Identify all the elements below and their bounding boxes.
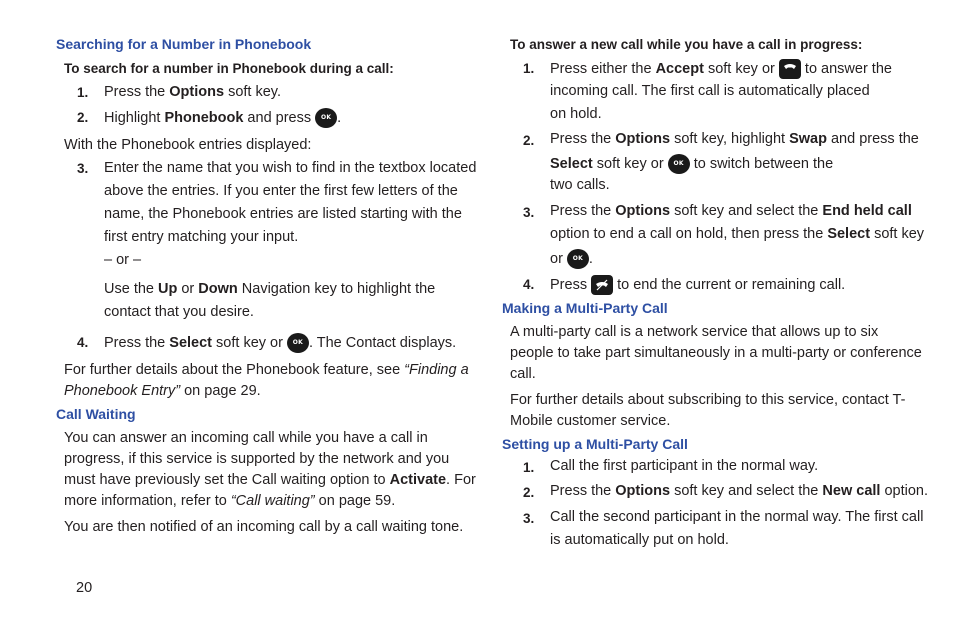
end-key-icon — [591, 275, 613, 295]
paragraph: more information, refer to “Call waiting” on page 59. — [64, 493, 396, 509]
or-separator: – or – — [104, 252, 142, 268]
heading-searching-phonebook: Searching for a Number in Phonebook — [56, 36, 312, 52]
paragraph: call. — [510, 366, 536, 382]
step-text: Press the Select soft key or OK . The Contact displays. — [104, 333, 456, 353]
step-text: Enter the name that you wish to find in the textbox located — [104, 160, 477, 176]
step-text: Call the first participant in the normal way. — [550, 458, 819, 474]
ok-button-icon: OK — [287, 333, 309, 353]
step-number: 4. — [77, 335, 89, 350]
step-text: Select soft key or OK to switch between the — [550, 154, 833, 174]
step-text: on hold. — [550, 106, 602, 122]
ok-button-icon: OK — [567, 249, 589, 269]
paragraph: Phonebook Entry” on page 29. — [64, 383, 261, 399]
paragraph: You can answer an incoming call while you have a call in — [64, 430, 428, 446]
step-number: 2. — [523, 485, 535, 500]
heading-call-waiting: Call Waiting — [56, 406, 136, 422]
step-text: Press to end the current or remaining call. — [550, 275, 845, 295]
cross-reference-link[interactable]: “Finding a — [404, 362, 469, 378]
paragraph: must have previously set the Call waiting option to Activate. For — [64, 472, 476, 488]
step-text: Press the Options soft key and select the New call option. — [550, 483, 929, 499]
step-text: first entry matching your input. — [104, 229, 299, 245]
ok-button-icon: OK — [315, 108, 337, 128]
paragraph: For further details about subscribing to this service, contact T- — [510, 392, 906, 408]
step-text: or OK . — [550, 249, 593, 269]
subheading-answer-new-call: To answer a new call while you have a call in progress: — [510, 37, 863, 52]
step-text: Use the Up or Down Navigation key to highlight the — [104, 281, 436, 297]
step-number: 3. — [77, 161, 89, 176]
step-text: is automatically put on hold. — [550, 532, 729, 548]
step-text: name, the Phonebook entries are listed starting with the — [104, 206, 462, 222]
paragraph: For further details about the Phonebook feature, see “Finding a — [64, 362, 469, 378]
step-text: Press either the Accept soft key or to answer the — [550, 59, 892, 79]
step-text: option to end a call on hold, then press the Select soft key — [550, 226, 925, 242]
send-key-icon — [779, 59, 801, 79]
ok-button-icon: OK — [668, 154, 690, 174]
paragraph: progress, if this service is supported by the network and you — [64, 451, 450, 467]
step-text: two calls. — [550, 177, 610, 193]
step-number: 2. — [77, 110, 89, 125]
paragraph: Mobile customer service. — [510, 413, 671, 429]
step-number: 3. — [523, 511, 535, 526]
step-text: Press the Options soft key. — [104, 84, 282, 100]
step-number: 1. — [523, 61, 535, 76]
heading-setting-up-multi-party: Setting up a Multi-Party Call — [502, 436, 688, 452]
step-number: 2. — [523, 133, 535, 148]
step-text: Highlight Phonebook and press OK . — [104, 108, 341, 128]
step-text: Press the Options soft key and select the End held call — [550, 203, 912, 219]
paragraph: With the Phonebook entries displayed: — [64, 137, 312, 153]
step-number: 1. — [523, 460, 535, 475]
step-text: contact that you desire. — [104, 304, 254, 320]
step-number: 4. — [523, 277, 535, 292]
cross-reference-link[interactable]: “Call waiting” — [230, 493, 315, 509]
step-text: above the entries. If you enter the first few letters of the — [104, 183, 458, 199]
heading-multi-party-call: Making a Multi-Party Call — [502, 300, 668, 316]
paragraph: You are then notified of an incoming call by a call waiting tone. — [64, 519, 464, 535]
subheading-search-during-call: To search for a number in Phonebook during a call: — [64, 61, 394, 76]
paragraph: A multi-party call is a network service that allows up to six — [510, 324, 879, 340]
step-number: 1. — [77, 85, 89, 100]
step-text: Call the second participant in the normal way. The first call — [550, 509, 924, 525]
cross-reference-link[interactable]: Phonebook Entry” — [64, 383, 181, 399]
step-text: incoming call. The first call is automatically placed — [550, 83, 870, 99]
step-text: Press the Options soft key, highlight Swap and press the — [550, 131, 919, 147]
page-number: 20 — [76, 580, 93, 596]
paragraph: people to take part simultaneously in a multi-party or conference — [510, 345, 922, 361]
step-number: 3. — [523, 205, 535, 220]
